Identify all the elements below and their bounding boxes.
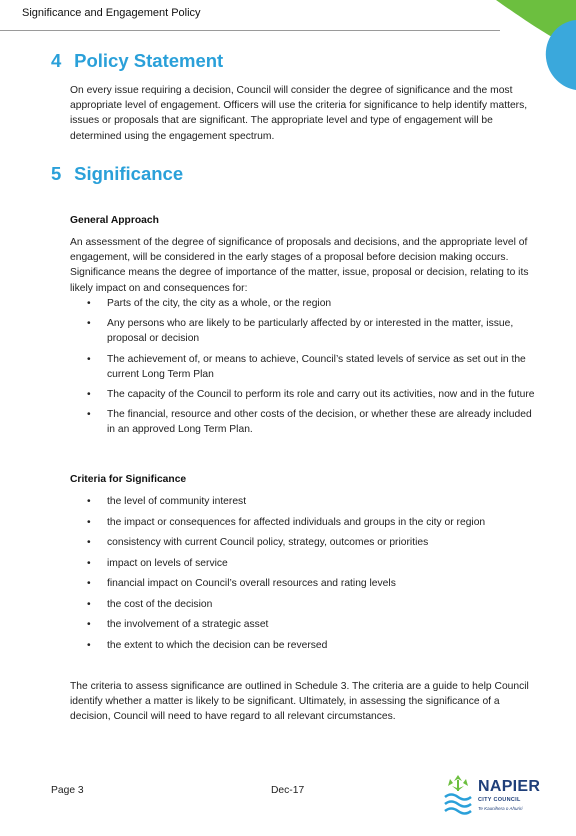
criteria-bullet-list bbox=[70, 494, 540, 653]
section-number: 5 bbox=[51, 163, 62, 184]
bullet-icon: • bbox=[87, 298, 91, 309]
logo-subtitle: CITY COUNCIL bbox=[478, 797, 521, 803]
list-item: • the extent to which the decision can be reversed bbox=[70, 638, 540, 653]
list-item: • the involvement of a strategic asset bbox=[70, 617, 540, 632]
list-item: • The achievement of, or means to achieve, Council’s stated levels of service as set out in the current Long Term Plan bbox=[87, 353, 526, 380]
section-4-heading bbox=[51, 50, 223, 72]
header-divider bbox=[0, 30, 500, 31]
bullet-icon: • bbox=[87, 557, 91, 569]
bullet-icon: • bbox=[87, 639, 91, 651]
corner-decoration bbox=[456, 0, 576, 90]
closing-paragraph: The criteria to assess significance are outlined in Schedule 3. The criteria are a guide to help Council identify whether a matter is likely to be significant. Ultimately, in assessing the significance of a decision, Council will need to have regard to all relevant circumstances. bbox=[70, 681, 529, 723]
bullet-icon: • bbox=[87, 318, 91, 330]
section-5-heading bbox=[51, 163, 183, 185]
bullet-icon: • bbox=[87, 353, 91, 365]
list-item: • Any persons who are likely to be particularly affected by or interested in the matter, issue, proposal or decision bbox=[87, 318, 514, 345]
list-item: • the level of community interest bbox=[70, 494, 540, 509]
list-item: • financial impact on Council’s overall resources and rating levels bbox=[70, 576, 540, 591]
document-title: Significance and Engagement Policy bbox=[22, 7, 201, 19]
section-number: 4 bbox=[51, 50, 62, 71]
bullet-icon: • bbox=[87, 516, 91, 528]
logo-wordmark: NAPIER bbox=[478, 778, 541, 795]
section-title: Policy Statement bbox=[74, 50, 224, 71]
general-approach-paragraph: An assessment of the degree of significance of proposals and decisions, and the appropriate level of engagement, will be considered in the early stages of a proposal before decision making occurs. Significance means the degree of importance of the matter, issue, proposal or decision, relating to its likely impact on and consequences for: bbox=[70, 237, 529, 294]
criteria-heading: Criteria for Significance bbox=[70, 474, 187, 485]
list-item: • Parts of the city, the city as a whole, or the region bbox=[70, 296, 540, 311]
bullet-icon: • bbox=[87, 598, 91, 610]
list-item: • The capacity of the Council to perform its role and carry out its activities, now and in the future bbox=[70, 387, 540, 402]
list-item: • the cost of the decision bbox=[70, 597, 540, 612]
list-item: • The financial, resource and other costs of the decision, or whether these are already included in an approved Long Term Plan. bbox=[87, 409, 532, 436]
bullet-icon: • bbox=[87, 409, 91, 421]
impact-bullet-list bbox=[70, 296, 540, 438]
bullet-icon: • bbox=[87, 537, 91, 548]
bullet-icon: • bbox=[87, 389, 91, 401]
list-item: • the impact or consequences for affected individuals and groups in the city or region bbox=[70, 515, 540, 530]
bullet-icon: • bbox=[87, 496, 91, 507]
policy-statement-paragraph: On every issue requiring a decision, Council will consider the degree of significance and the most appropriate level of engagement. Officers will use the criteria for significance to help identify matters, issues or proposals that are significant. The appropriate level and type of engagement will be determined using the engagement spectrum. bbox=[70, 85, 528, 142]
footer-date: Dec-17 bbox=[271, 785, 305, 796]
bullet-icon: • bbox=[87, 619, 91, 630]
bullet-icon: • bbox=[87, 578, 91, 589]
general-approach-heading: General Approach bbox=[70, 215, 159, 226]
list-item: • consistency with current Council policy, strategy, outcomes or priorities bbox=[70, 535, 540, 550]
page-number: Page 3 bbox=[51, 785, 84, 796]
list-item: • impact on levels of service bbox=[70, 556, 540, 571]
section-title: Significance bbox=[74, 163, 184, 184]
logo-tagline: Te Kaunihera o Ahuriri bbox=[478, 806, 523, 811]
